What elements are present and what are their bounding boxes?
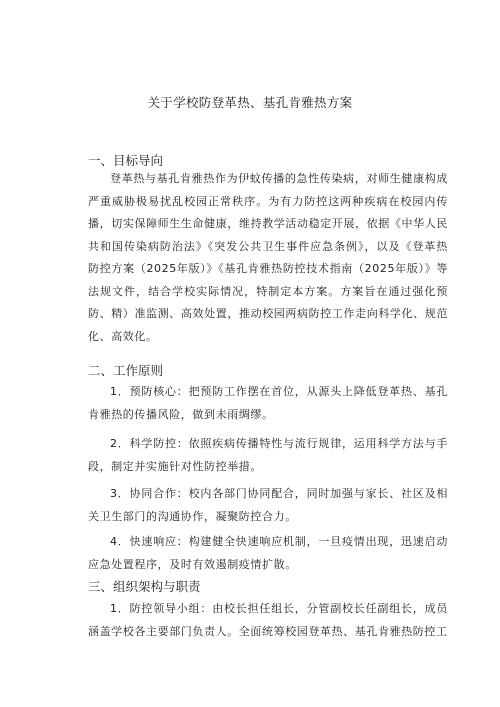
paragraph-principle-response: 4．快速响应：构建健全快速响应机制，一旦疫情出现，迅速启动应急处置程序，及时有效遏制疫情扩散。: [88, 535, 448, 571]
section-heading-goals: 一、目标导向: [88, 153, 164, 168]
page-title: 关于学校防登革热、基孔肯雅热方案: [147, 95, 353, 110]
paragraph-goals: 登革热与基孔肯雅热作为伊蚊传播的急性传染病，对师生健康构成严重威胁极易扰乱校园正常秩序。为有力防控这两种疾病在校园内传播，切实保障师生生命健康，维持教学活动稳定开展，依据《中华人民共和国传染病防治法》《突发公共卫生事件应急条例》，以及《登革热防控方案（2025年版）》《基孔肯雅热防控技术指南（2025年版）》等法规文件，结合学校实际情况，特制定本方案。方案旨在通过强化预防、精）准监测、高效处置，推动校园两病防控工作走向科学化、规范化、高效化。: [88, 172, 448, 343]
paragraph-leadership-group: 1．防控领导小组：由校长担任组长，分管副校长任副组长，成员涵盖学校各主要部门负责人。全面统筹校园登革热、基孔肯雅热防控工: [88, 602, 448, 638]
section-heading-principles: 二、工作原则: [88, 363, 164, 378]
paragraph-principle-scientific: 2．科学防控：依照疾病传播特性与流行规律，运用科学方法与手段，制定并实施针对性防控举措。: [88, 437, 448, 473]
section-heading-organization: 三、组织架构与职责: [88, 579, 201, 594]
paragraph-principle-prevention: 1．预防核心：把预防工作摆在首位，从源头上降低登革热、基孔肯雅热的传播风险，做到未雨绸缪。: [88, 385, 448, 421]
paragraph-principle-cooperation: 3．协同合作：校内各部门协同配合，同时加强与家长、社区及相关卫生部门的沟通协作，凝聚防控合力。: [88, 487, 448, 523]
